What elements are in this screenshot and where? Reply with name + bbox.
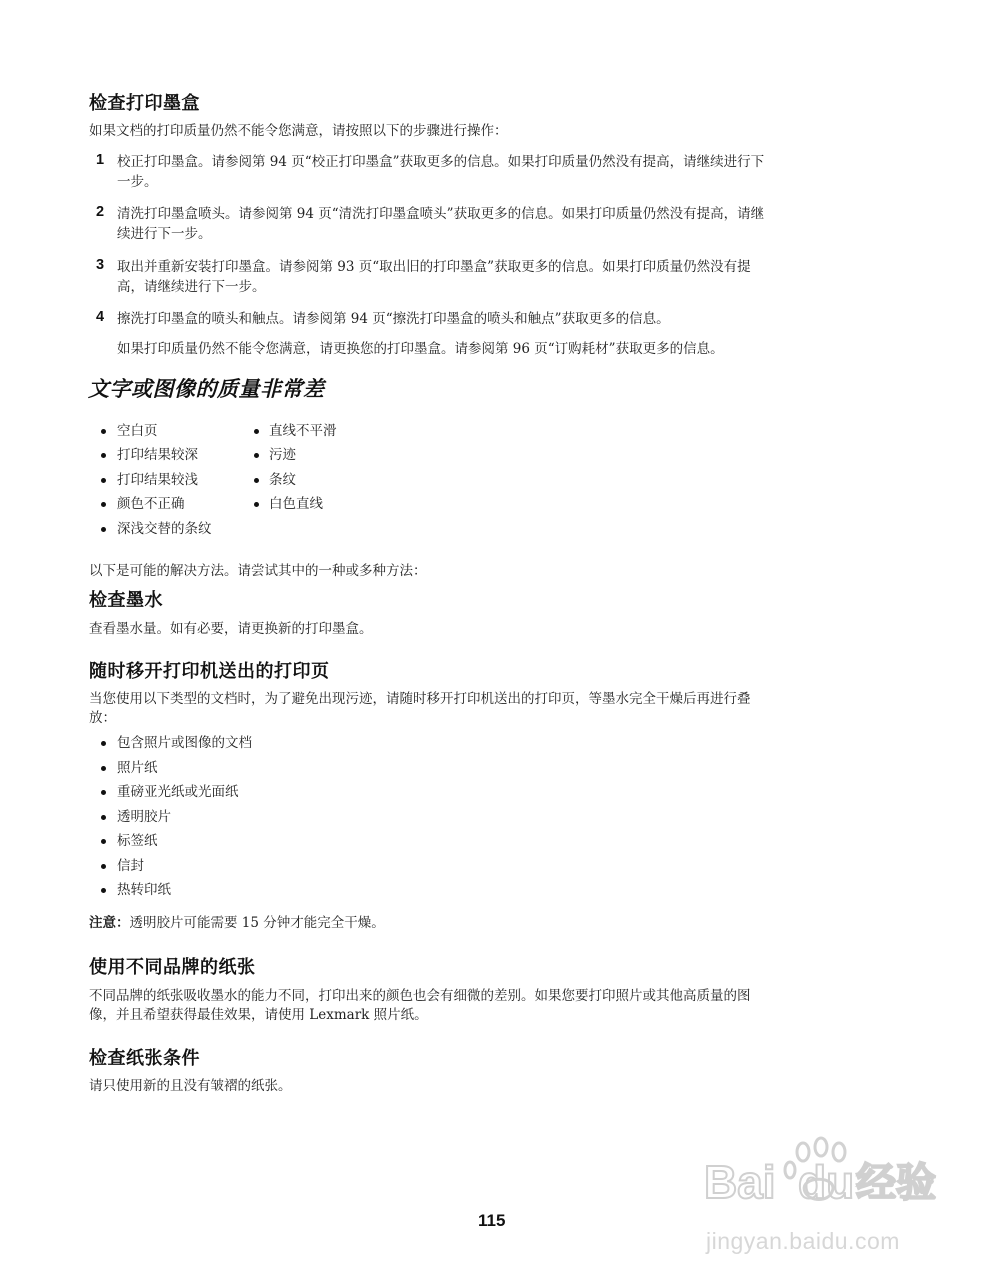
paragraph: 像，并且希望获得最佳效果，请使用 Lexmark 照片纸。	[89, 1007, 428, 1023]
step-text: 取出并重新安装打印墨盒。请参阅第 93 页“取出旧的打印墨盒”获取更多的信息。如果打印质量仍然没有提	[117, 259, 751, 275]
list-item: 空白页	[117, 423, 158, 439]
watermark-logo-text: du	[798, 1156, 855, 1208]
step-number: 3	[96, 257, 105, 273]
paragraph: 查看墨水量。如有必要，请更换新的打印墨盒。	[89, 621, 373, 637]
bullet-icon	[101, 888, 106, 893]
section-heading-check-cartridge: 检查打印墨盒	[89, 93, 200, 114]
list-item: 信封	[117, 858, 144, 874]
list-item: 重磅亚光纸或光面纸	[117, 784, 239, 800]
bullet-icon	[254, 478, 259, 483]
list-item: 污迹	[269, 447, 296, 463]
bullet-icon	[254, 429, 259, 434]
section-heading-paper-brand: 使用不同品牌的纸张	[89, 957, 256, 978]
bullet-icon	[101, 766, 106, 771]
solutions-intro: 以下是可能的解决方法。请尝试其中的一种或多种方法：	[89, 563, 427, 579]
bullet-icon	[101, 453, 106, 458]
step-number: 1	[96, 152, 105, 168]
paragraph: 不同品牌的纸张吸收墨水的能力不同，打印出来的颜色也会有细微的差别。如果您要打印照片或其他高质量的图	[89, 988, 751, 1004]
section-closing: 如果打印质量仍然不能令您满意，请更换您的打印墨盒。请参阅第 96 页“订购耗材”获取更多的信息。	[117, 341, 724, 357]
step-text: 清洗打印墨盒喷头。请参阅第 94 页“清洗打印墨盒喷头”获取更多的信息。如果打印质量仍然没有提高，请继	[117, 206, 765, 222]
step-text: 高，请继续进行下一步。	[117, 279, 266, 295]
list-item: 颜色不正确	[117, 496, 185, 512]
note-label: 注意：	[89, 915, 130, 931]
section-heading-check-ink: 检查墨水	[89, 590, 163, 611]
bullet-icon	[101, 864, 106, 869]
list-item: 深浅交替的条纹	[117, 521, 212, 537]
note-text: 透明胶片可能需要 15 分钟才能完全干燥。	[129, 915, 385, 931]
bullet-icon	[254, 502, 259, 507]
step-text: 续进行下一步。	[117, 226, 212, 242]
bullet-icon	[101, 741, 106, 746]
bullet-icon	[101, 839, 106, 844]
list-item: 白色直线	[269, 496, 323, 512]
bullet-icon	[101, 502, 106, 507]
list-item: 直线不平滑	[269, 423, 337, 439]
list-item: 包含照片或图像的文档	[117, 735, 252, 751]
watermark-url: jingyan.baidu.com	[706, 1228, 900, 1254]
bullet-icon	[101, 815, 106, 820]
list-item: 透明胶片	[117, 809, 171, 825]
page-number: 115	[478, 1211, 506, 1230]
section-heading-remove-pages: 随时移开打印机送出的打印页	[89, 661, 330, 682]
step-number: 2	[96, 204, 105, 220]
paragraph: 放：	[89, 710, 116, 726]
watermark-logo-cn: 经验	[856, 1160, 936, 1206]
section-heading-poor-quality: 文字或图像的质量非常差	[88, 377, 325, 401]
list-item: 照片纸	[117, 760, 158, 776]
step-text: 擦洗打印墨盒的喷头和触点。请参阅第 94 页“擦洗打印墨盒的喷头和触点”获取更多的信息。	[117, 311, 670, 327]
list-item: 热转印纸	[117, 882, 171, 898]
bullet-icon	[254, 453, 259, 458]
watermark-logo-text: Bai	[704, 1156, 776, 1208]
paragraph: 当您使用以下类型的文档时，为了避免出现污迹，请随时移开打印机送出的打印页，等墨水完全干燥后再进行叠	[89, 691, 751, 707]
section-heading-paper-condition: 检查纸张条件	[89, 1048, 200, 1069]
bullet-icon	[101, 790, 106, 795]
step-text: 校正打印墨盒。请参阅第 94 页“校正打印墨盒”获取更多的信息。如果打印质量仍然没有提高，请继续进行下	[117, 154, 765, 170]
list-item: 标签纸	[117, 833, 158, 849]
bullet-icon	[101, 527, 106, 532]
bullet-icon	[101, 478, 106, 483]
step-number: 4	[96, 309, 105, 325]
list-item: 打印结果较浅	[117, 472, 198, 488]
baidu-jingyan-watermark	[700, 1130, 970, 1270]
list-item: 打印结果较深	[117, 447, 198, 463]
note	[89, 913, 385, 933]
paragraph: 请只使用新的且没有皱褶的纸张。	[89, 1078, 292, 1094]
section-intro: 如果文档的打印质量仍然不能令您满意，请按照以下的步骤进行操作：	[89, 123, 508, 139]
bullet-icon	[101, 429, 106, 434]
step-text: 一步。	[117, 174, 158, 190]
list-item: 条纹	[269, 472, 296, 488]
